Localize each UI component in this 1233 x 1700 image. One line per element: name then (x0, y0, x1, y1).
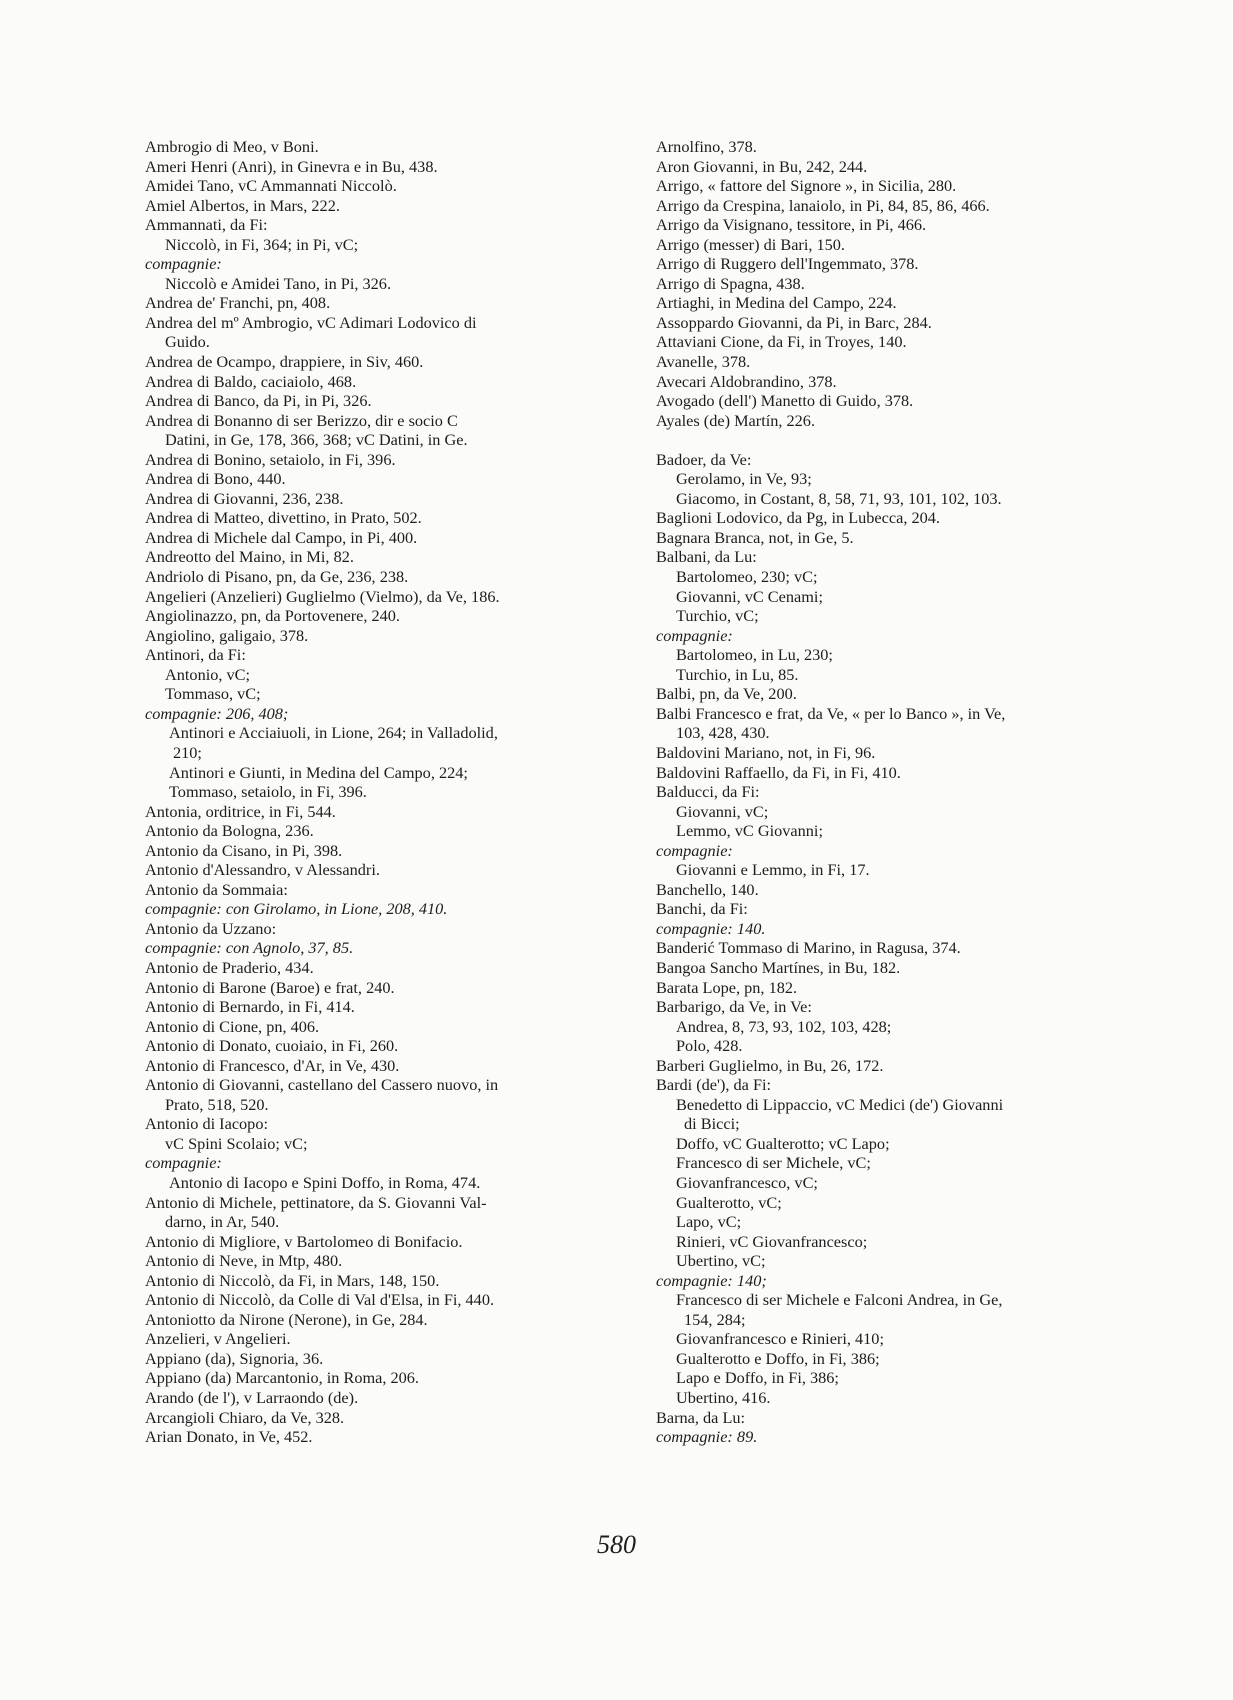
index-entry: Antonio de Praderio, 434. (145, 957, 314, 977)
index-entry: Artiaghi, in Medina del Campo, 224. (656, 293, 897, 313)
index-subentry: Ubertino, vC; (676, 1251, 766, 1271)
index-entry: Antinori, da Fi: (145, 645, 246, 665)
index-entry: Antonio d'Alessandro, v Alessandri. (145, 860, 380, 880)
index-subentry: Giovanfrancesco, vC; (676, 1172, 818, 1192)
index-subentry: Turchio, vC; (676, 606, 759, 626)
index-subentry: Francesco di ser Michele e Falconi Andrea, in Ge, (676, 1290, 1003, 1310)
index-subentry: Gualterotto e Doffo, in Fi, 386; (676, 1348, 880, 1368)
index-entry: Andrea di Banco, da Pi, in Pi, 326. (145, 391, 372, 411)
index-entry: Bardi (de'), da Fi: (656, 1075, 772, 1095)
index-entry: Antonio di Francesco, d'Ar, in Ve, 430. (145, 1055, 400, 1075)
index-column-right (656, 137, 1124, 1447)
index-entry: Assoppardo Giovanni, da Pi, in Barc, 284. (656, 312, 932, 332)
index-subentry: 210; (173, 742, 202, 762)
index-entry: Arrigo da Visignano, tessitore, in Pi, 466. (656, 215, 927, 235)
index-subentry: Giovanni e Lemmo, in Fi, 17. (676, 860, 870, 880)
index-subentry: 154, 284; (684, 1309, 746, 1329)
index-subentry: Bartolomeo, 230; vC; (676, 567, 818, 587)
index-subentry: Antonio, vC; (165, 664, 251, 684)
index-subentry: Niccolò e Amidei Tano, in Pi, 326. (165, 273, 392, 293)
index-entry: Baldovini Raffaello, da Fi, in Fi, 410. (656, 762, 901, 782)
index-subentry: Antinori e Giunti, in Medina del Campo, 224; (169, 762, 468, 782)
index-subentry: Lapo, vC; (676, 1212, 742, 1232)
index-entry: Andrea del mº Ambrogio, vC Adimari Lodovico di (145, 312, 477, 332)
index-entry: Angiolino, galigaio, 378. (145, 625, 309, 645)
index-subentry: Francesco di ser Michele, vC; (676, 1153, 871, 1173)
index-entry: Antoniotto da Nirone (Nerone), in Ge, 284. (145, 1309, 428, 1329)
index-subentry: Giovanfrancesco e Rinieri, 410; (676, 1329, 884, 1349)
index-entry: Barbarigo, da Ve, in Ve: (656, 997, 812, 1017)
index-entry: compagnie: 89. (656, 1427, 758, 1447)
index-subentry: Niccolò, in Fi, 364; in Pi, vC; (165, 234, 359, 254)
index-entry: Balbi, pn, da Ve, 200. (656, 684, 797, 704)
index-subentry: Rinieri, vC Giovanfrancesco; (676, 1231, 868, 1251)
index-entry: Ayales (de) Martín, 226. (656, 410, 816, 430)
index-entry: Avogado (dell') Manetto di Guido, 378. (656, 391, 914, 411)
index-entry: Amidei Tano, vC Ammannati Niccolò. (145, 176, 397, 196)
index-entry: Arrigo da Crespina, lanaiolo, in Pi, 84, 85, 86, 466. (656, 195, 990, 215)
index-entry: compagnie: (656, 840, 733, 860)
index-entry: compagnie: (656, 625, 733, 645)
index-subentry: Guido. (165, 332, 210, 352)
index-entry: Bagnara Branca, not, in Ge, 5. (656, 527, 854, 547)
index-entry: Antonio di Neve, in Mtp, 480. (145, 1251, 343, 1271)
index-entry: Arcangioli Chiaro, da Ve, 328. (145, 1407, 345, 1427)
index-entry: Antonio da Sommaia: (145, 879, 288, 899)
index-entry: Balbani, da Lu: (656, 547, 757, 567)
index-subentry: Polo, 428. (676, 1036, 743, 1056)
index-entry: Andrea di Bonino, setaiolo, in Fi, 396. (145, 449, 396, 469)
index-entry: Arrigo di Ruggero dell'Ingemmato, 378. (656, 254, 919, 274)
index-entry: Balbi Francesco e frat, da Ve, « per lo Banco », in Ve, (656, 703, 1006, 723)
index-entry: Andrea di Baldo, caciaiolo, 468. (145, 371, 357, 391)
index-entry: Barata Lope, pn, 182. (656, 977, 798, 997)
index-entry: Arian Donato, in Ve, 452. (145, 1427, 313, 1447)
index-entry: compagnie: con Girolamo, in Lione, 208, 410. (145, 899, 448, 919)
index-subentry: Antinori e Acciaiuoli, in Lione, 264; in Valladolid, (169, 723, 498, 743)
index-entry: compagnie: 140; (656, 1270, 767, 1290)
index-entry: Antonio di Iacopo: (145, 1114, 268, 1134)
index-entry: Andrea di Michele dal Campo, in Pi, 400. (145, 527, 418, 547)
index-entry: Arrigo (messer) di Bari, 150. (656, 234, 845, 254)
index-entry: Ambrogio di Meo, v Boni. (145, 137, 319, 156)
index-entry: Andrea de Ocampo, drappiere, in Siv, 460. (145, 352, 424, 372)
index-entry: Arrigo di Spagna, 438. (656, 273, 805, 293)
index-subentry: Bartolomeo, in Lu, 230; (676, 645, 833, 665)
index-entry: Angiolinazzo, pn, da Portovenere, 240. (145, 606, 401, 626)
index-entry: Bangoa Sancho Martínes, in Bu, 182. (656, 957, 901, 977)
index-entry: compagnie: (145, 1153, 222, 1173)
index-subentry: Tommaso, vC; (165, 684, 261, 704)
index-entry: Appiano (da) Marcantonio, in Roma, 206. (145, 1368, 420, 1388)
index-subentry: Benedetto di Lippaccio, vC Medici (de') Giovanni (676, 1094, 1004, 1114)
index-column-left (145, 137, 605, 1447)
index-entry: Andrea di Matteo, divettino, in Prato, 502. (145, 508, 422, 528)
index-entry: compagnie: (145, 254, 222, 274)
index-entry: Arrigo, « fattore del Signore », in Sicilia, 280. (656, 176, 957, 196)
index-entry: Antonio di Barone (Baroe) e frat, 240. (145, 977, 395, 997)
index-subentry: Gerolamo, in Ve, 93; (676, 469, 812, 489)
index-entry: Andrea de' Franchi, pn, 408. (145, 293, 331, 313)
index-entry: Ameri Henri (Anri), in Ginevra e in Bu, 438. (145, 156, 438, 176)
index-entry: compagnie: 140. (656, 918, 766, 938)
index-entry: Antonio da Cisano, in Pi, 398. (145, 840, 343, 860)
index-entry: Badoer, da Ve: (656, 449, 752, 469)
index-entry: Banderić Tommaso di Marino, in Ragusa, 374. (656, 938, 961, 958)
index-subentry: Lemmo, vC Giovanni; (676, 821, 823, 841)
index-subentry: Tommaso, setaiolo, in Fi, 396. (169, 782, 367, 802)
index-subentry: 103, 428, 430. (676, 723, 770, 743)
index-entry: Aron Giovanni, in Bu, 242, 244. (656, 156, 868, 176)
index-entry: Antonio di Michele, pettinatore, da S. Giovanni Val- (145, 1192, 487, 1212)
index-subentry: Giacomo, in Costant, 8, 58, 71, 93, 101, 102, 103. (676, 488, 1002, 508)
index-entry: Attaviani Cione, da Fi, in Troyes, 140. (656, 332, 907, 352)
index-entry: Banchi, da Fi: (656, 899, 748, 919)
section-gap (656, 430, 1124, 450)
index-subentry: di Bicci; (684, 1114, 740, 1134)
index-entry: Amiel Albertos, in Mars, 222. (145, 195, 340, 215)
index-entry: compagnie: 206, 408; (145, 703, 289, 723)
index-entry: Antonia, orditrice, in Fi, 544. (145, 801, 336, 821)
index-subentry: Andrea, 8, 73, 93, 102, 103, 428; (676, 1016, 892, 1036)
index-entry: Avanelle, 378. (656, 352, 751, 372)
index-entry: Angelieri (Anzelieri) Guglielmo (Vielmo), da Ve, 186. (145, 586, 500, 606)
index-entry: Barna, da Lu: (656, 1407, 746, 1427)
index-entry: Andrea di Bonanno di ser Berizzo, dir e socio C (145, 410, 458, 430)
index-subentry: Giovanni, vC Cenami; (676, 586, 823, 606)
index-entry: Antonio da Uzzano: (145, 918, 277, 938)
index-entry: Antonio di Niccolò, da Colle di Val d'Elsa, in Fi, 440. (145, 1290, 495, 1310)
index-subentry: Ubertino, 416. (676, 1388, 771, 1407)
index-entry: Barberi Guglielmo, in Bu, 26, 172. (656, 1055, 884, 1075)
index-subentry: Lapo e Doffo, in Fi, 386; (676, 1368, 839, 1388)
index-entry: Antonio di Migliore, v Bartolomeo di Bonifacio. (145, 1231, 463, 1251)
index-entry: Banchello, 140. (656, 879, 759, 899)
page-number: 580 (597, 1530, 636, 1559)
index-entry: Avecari Aldobrandino, 378. (656, 371, 837, 391)
index-entry: Arando (de l'), v Larraondo (de). (145, 1388, 359, 1407)
index-entry: Andrea di Giovanni, 236, 238. (145, 488, 344, 508)
index-subentry: Datini, in Ge, 178, 366, 368; vC Datini, in Ge. (165, 430, 468, 450)
index-entry: Andriolo di Pisano, pn, da Ge, 236, 238. (145, 567, 409, 587)
index-entry: Andreotto del Maino, in Mi, 82. (145, 547, 354, 567)
index-entry: compagnie: con Agnolo, 37, 85. (145, 938, 354, 958)
index-entry: Anzelieri, v Angelieri. (145, 1329, 291, 1349)
index-subentry: Turchio, in Lu, 85. (676, 664, 799, 684)
index-entry: Arnolfino, 378. (656, 137, 757, 156)
index-subentry: vC Spini Scolaio; vC; (165, 1133, 308, 1153)
index-subentry: Antonio di Iacopo e Spini Doffo, in Roma, 474. (169, 1172, 481, 1192)
index-entry: Baglioni Lodovico, da Pg, in Lubecca, 204. (656, 508, 940, 528)
index-entry: Antonio di Donato, cuoiaio, in Fi, 260. (145, 1036, 399, 1056)
index-subentry: Gualterotto, vC; (676, 1192, 782, 1212)
index-subentry: Prato, 518, 520. (165, 1094, 269, 1114)
index-entry: Antonio di Niccolò, da Fi, in Mars, 148, 150. (145, 1270, 440, 1290)
index-entry: Ammannati, da Fi: (145, 215, 268, 235)
index-subentry: Doffo, vC Gualterotto; vC Lapo; (676, 1133, 890, 1153)
index-entry: Andrea di Bono, 440. (145, 469, 286, 489)
index-entry: Antonio di Giovanni, castellano del Cassero nuovo, in (145, 1075, 499, 1095)
index-subentry: Giovanni, vC; (676, 801, 769, 821)
index-entry: Antonio di Cione, pn, 406. (145, 1016, 320, 1036)
index-entry: Balducci, da Fi: (656, 782, 760, 802)
index-subentry: darno, in Ar, 540. (165, 1212, 280, 1232)
index-entry: Antonio da Bologna, 236. (145, 821, 314, 841)
index-entry: Appiano (da), Signoria, 36. (145, 1348, 324, 1368)
index-entry: Antonio di Bernardo, in Fi, 414. (145, 997, 355, 1017)
index-entry: Baldovini Mariano, not, in Fi, 96. (656, 742, 876, 762)
